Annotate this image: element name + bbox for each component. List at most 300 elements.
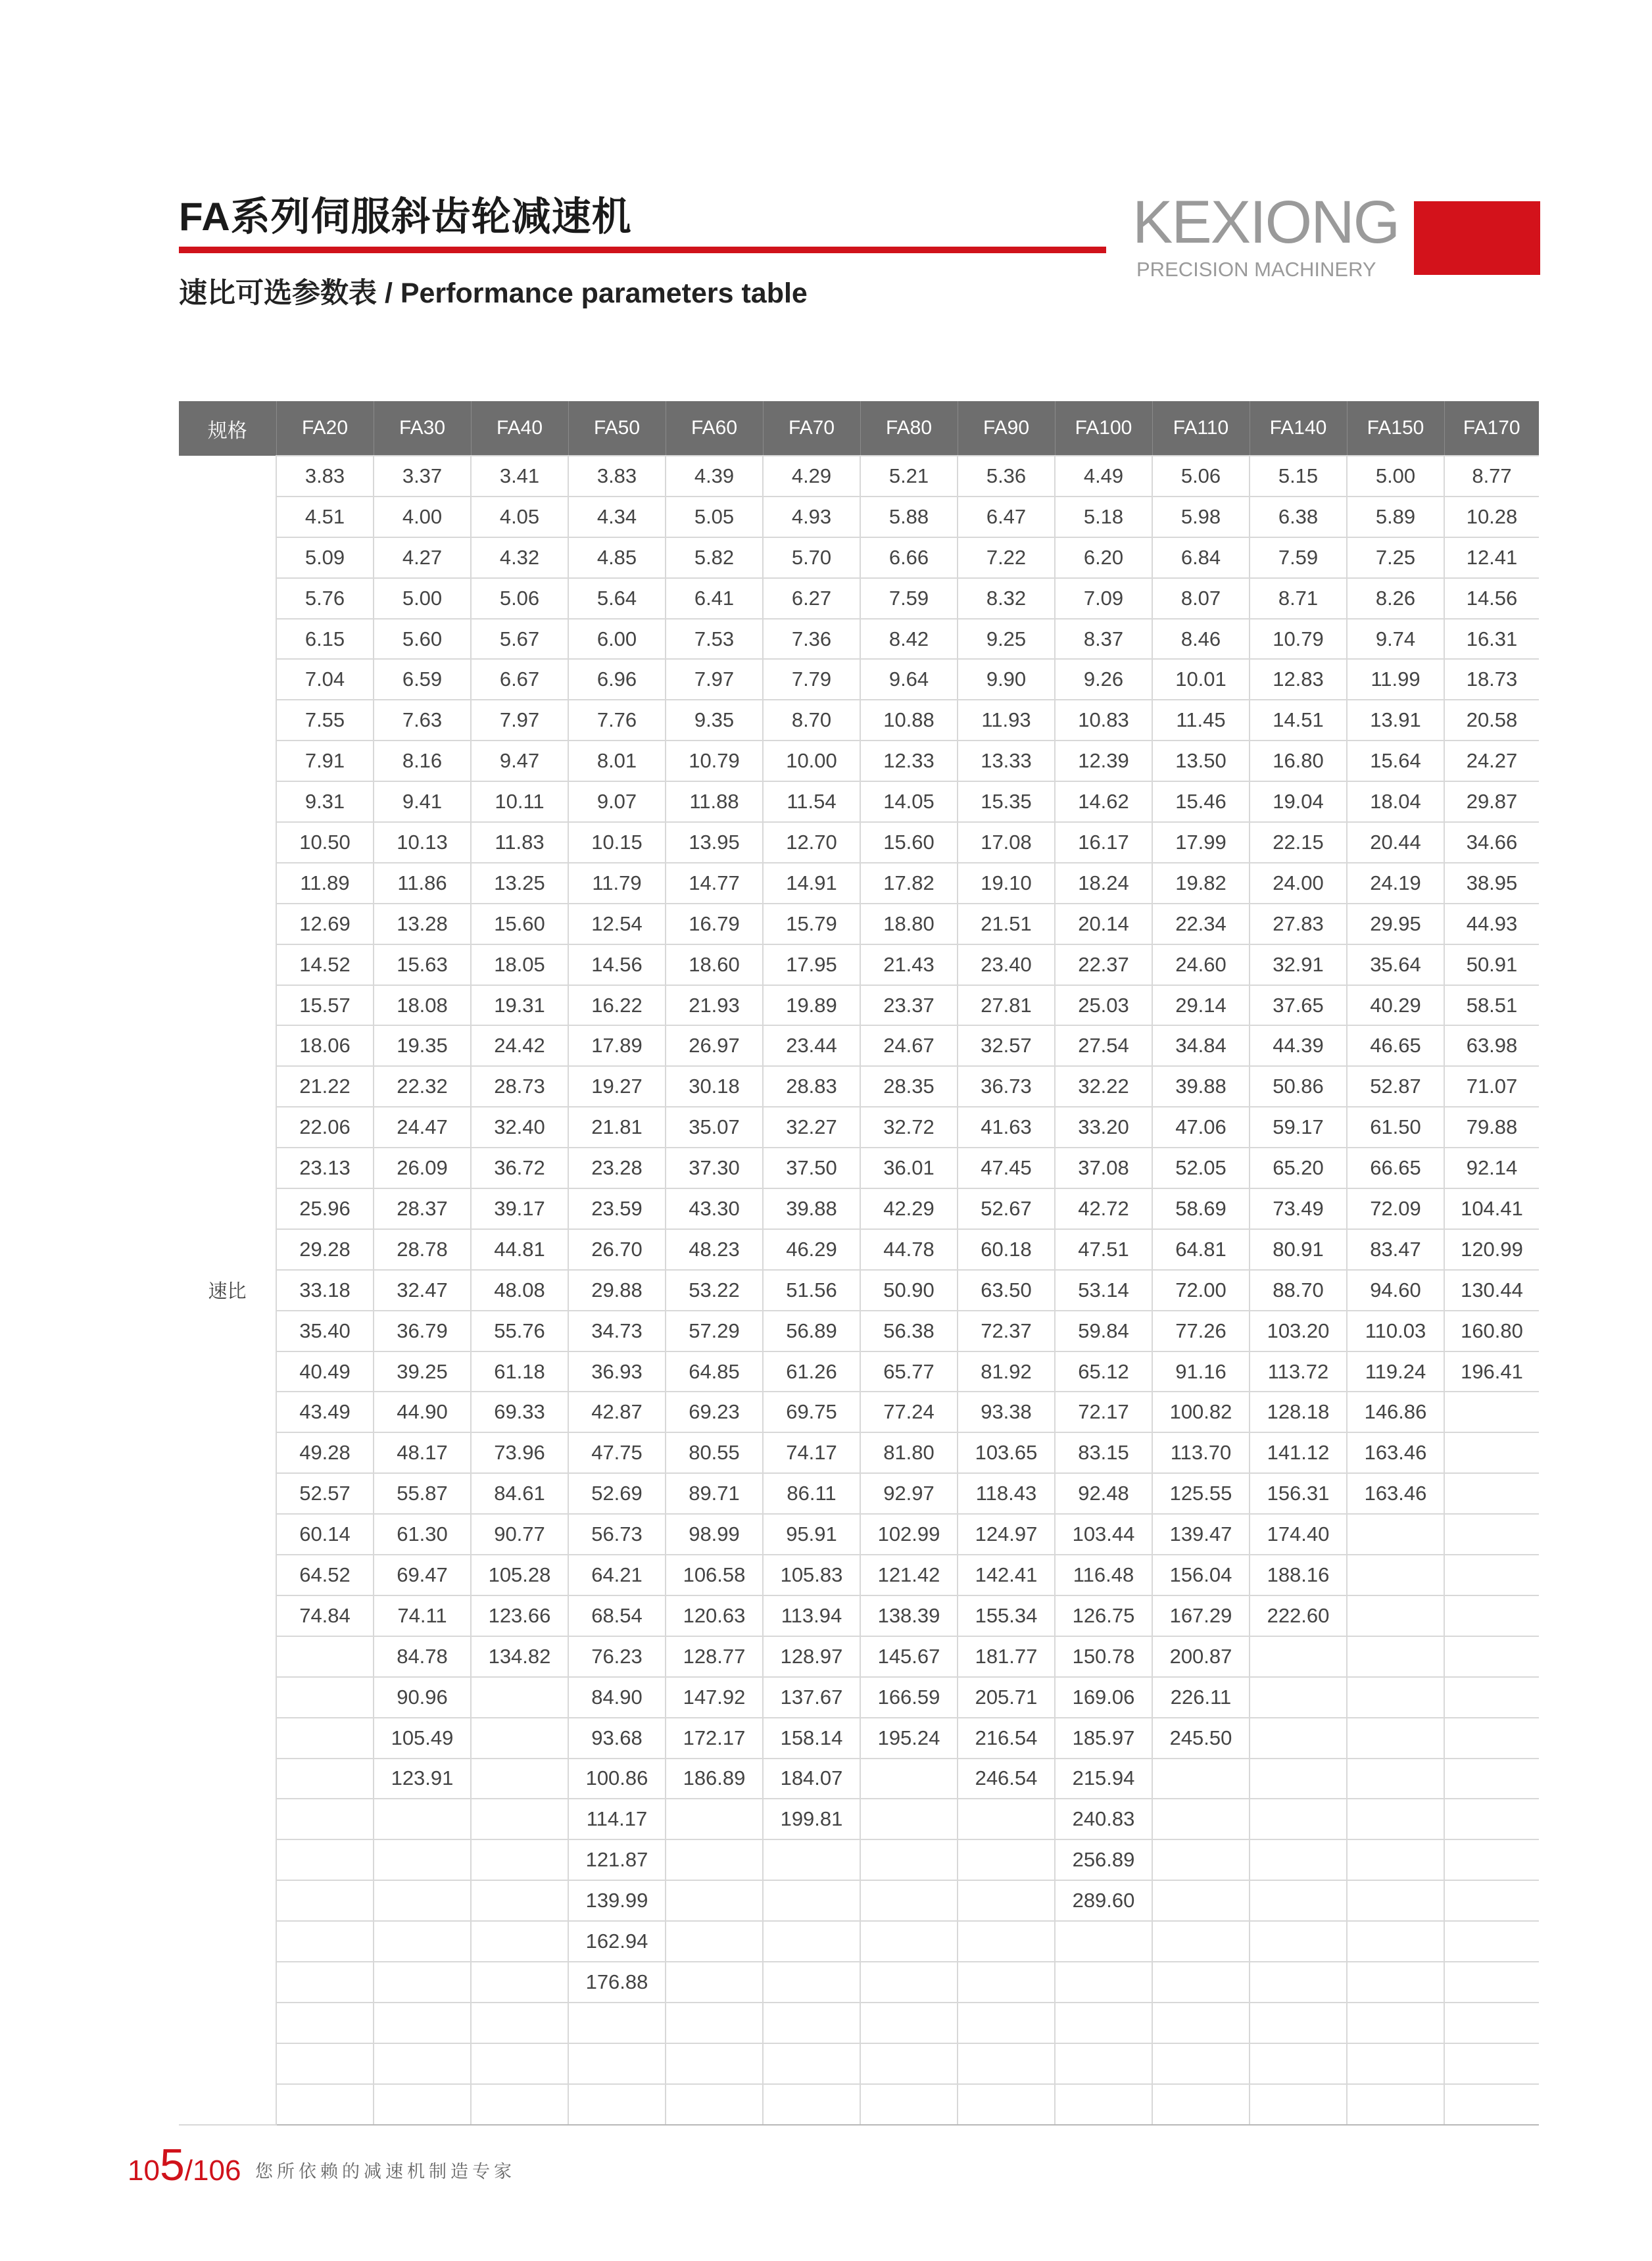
ratio-cell: 8.16 — [374, 741, 471, 781]
ratio-cell: 13.25 — [471, 863, 568, 904]
ratio-cell: 61.30 — [374, 1514, 471, 1555]
ratio-cell: 61.18 — [471, 1351, 568, 1392]
ratio-cell: 13.95 — [666, 822, 763, 863]
ratio-cell: 123.91 — [374, 1759, 471, 1799]
ratio-cell: 18.08 — [374, 985, 471, 1026]
ratio-cell: 22.32 — [374, 1066, 471, 1107]
ratio-cell: 14.62 — [1055, 781, 1152, 822]
ratio-cell: 7.04 — [276, 659, 374, 700]
ratio-cell: 162.94 — [568, 1921, 666, 1962]
table-row — [179, 1962, 1539, 2003]
ratio-cell: 59.84 — [1055, 1311, 1152, 1351]
table-row — [179, 1148, 1539, 1188]
ratio-cell: 29.28 — [276, 1229, 374, 1270]
ratio-cell — [1250, 1799, 1347, 1839]
ratio-cell — [1250, 1718, 1347, 1759]
ratio-cell: 58.51 — [1444, 985, 1539, 1026]
ratio-cell: 61.50 — [1347, 1107, 1444, 1148]
table-row — [179, 1270, 1539, 1311]
ratio-cell: 146.86 — [1347, 1392, 1444, 1432]
model-header-fa140: FA140 — [1250, 401, 1347, 456]
ratio-cell: 36.01 — [860, 1148, 958, 1188]
ratio-cell: 72.17 — [1055, 1392, 1152, 1432]
ratio-cell: 256.89 — [1055, 1839, 1152, 1880]
ratio-cell: 4.49 — [1055, 456, 1152, 497]
ratio-cell: 17.95 — [763, 944, 860, 985]
ratio-cell: 37.08 — [1055, 1148, 1152, 1188]
ratio-cell: 104.41 — [1444, 1188, 1539, 1229]
ratio-cell: 93.38 — [958, 1392, 1055, 1432]
ratio-cell: 36.73 — [958, 1066, 1055, 1107]
ratio-cell: 6.96 — [568, 659, 666, 700]
ratio-cell — [958, 1962, 1055, 2003]
table-row — [179, 537, 1539, 578]
ratio-cell: 79.88 — [1444, 1107, 1539, 1148]
ratio-cell — [1347, 1514, 1444, 1555]
ratio-cell — [374, 1799, 471, 1839]
ratio-cell: 11.54 — [763, 781, 860, 822]
ratio-cell: 23.59 — [568, 1188, 666, 1229]
ratio-cell: 32.72 — [860, 1107, 958, 1148]
ratio-cell: 7.55 — [276, 700, 374, 741]
ratio-cell: 100.82 — [1152, 1392, 1250, 1432]
ratio-cell — [568, 2043, 666, 2084]
ratio-cell: 35.07 — [666, 1107, 763, 1148]
ratio-cell: 3.41 — [471, 456, 568, 497]
ratio-cell — [1250, 1880, 1347, 1921]
ratio-cell: 50.91 — [1444, 944, 1539, 985]
ratio-cell — [860, 1839, 958, 1880]
ratio-cell: 32.47 — [374, 1270, 471, 1311]
ratio-cell — [1347, 1677, 1444, 1718]
ratio-cell — [1347, 1921, 1444, 1962]
ratio-cell — [1444, 2043, 1539, 2084]
ratio-cell: 92.14 — [1444, 1148, 1539, 1188]
table-row — [179, 781, 1539, 822]
ratio-cell: 9.31 — [276, 781, 374, 822]
table-row — [179, 1839, 1539, 1880]
ratio-cell: 14.77 — [666, 863, 763, 904]
ratio-cell: 29.87 — [1444, 781, 1539, 822]
ratio-cell — [1152, 1962, 1250, 2003]
ratio-cell: 113.70 — [1152, 1432, 1250, 1473]
ratio-cell: 163.46 — [1347, 1473, 1444, 1514]
table-row — [179, 944, 1539, 985]
ratio-cell: 24.60 — [1152, 944, 1250, 985]
ratio-cell: 174.40 — [1250, 1514, 1347, 1555]
ratio-cell: 6.41 — [666, 578, 763, 619]
brand-logo-text: KEXIONG — [1132, 189, 1399, 256]
ratio-cell — [958, 1921, 1055, 1962]
ratio-cell: 10.00 — [763, 741, 860, 781]
ratio-cell — [1444, 1880, 1539, 1921]
ratio-cell — [471, 1921, 568, 1962]
ratio-cell: 69.33 — [471, 1392, 568, 1432]
ratio-cell: 7.09 — [1055, 578, 1152, 619]
ratio-cell: 56.73 — [568, 1514, 666, 1555]
ratio-cell — [1250, 1962, 1347, 2003]
ratio-cell: 8.77 — [1444, 456, 1539, 497]
ratio-cell — [1250, 2003, 1347, 2043]
model-header-fa60: FA60 — [666, 401, 763, 456]
ratio-cell: 53.14 — [1055, 1270, 1152, 1311]
ratio-cell: 9.90 — [958, 659, 1055, 700]
ratio-cell: 8.46 — [1152, 619, 1250, 660]
ratio-cell: 4.00 — [374, 497, 471, 537]
ratio-cell: 46.29 — [763, 1229, 860, 1270]
ratio-cell: 13.50 — [1152, 741, 1250, 781]
ratio-cell: 5.89 — [1347, 497, 1444, 537]
ratio-cell: 44.39 — [1250, 1025, 1347, 1066]
ratio-cell: 17.82 — [860, 863, 958, 904]
ratio-cell: 13.91 — [1347, 700, 1444, 741]
ratio-cell — [958, 1880, 1055, 1921]
ratio-cell — [276, 1921, 374, 1962]
ratio-cell: 8.71 — [1250, 578, 1347, 619]
ratio-cell: 40.49 — [276, 1351, 374, 1392]
ratio-cell: 5.76 — [276, 578, 374, 619]
ratio-cell: 81.92 — [958, 1351, 1055, 1392]
ratio-cell: 60.18 — [958, 1229, 1055, 1270]
table-body — [179, 456, 1539, 2125]
ratio-cell: 11.88 — [666, 781, 763, 822]
ratio-cell: 7.36 — [763, 619, 860, 660]
ratio-cell: 52.87 — [1347, 1066, 1444, 1107]
ratio-cell — [1444, 1962, 1539, 2003]
ratio-cell: 5.98 — [1152, 497, 1250, 537]
ratio-cell: 205.71 — [958, 1677, 1055, 1718]
ratio-cell — [1152, 1759, 1250, 1799]
ratio-cell — [1444, 1555, 1539, 1595]
ratio-cell: 240.83 — [1055, 1799, 1152, 1839]
ratio-cell: 113.94 — [763, 1595, 860, 1636]
ratio-cell: 74.17 — [763, 1432, 860, 1473]
ratio-cell: 38.95 — [1444, 863, 1539, 904]
ratio-cell: 4.51 — [276, 497, 374, 537]
ratio-cell — [666, 2003, 763, 2043]
ratio-cell: 15.64 — [1347, 741, 1444, 781]
ratio-cell: 215.94 — [1055, 1759, 1152, 1799]
page-subtitle: 速比可选参数表 / Performance parameters table — [179, 278, 808, 309]
table-row — [179, 1432, 1539, 1473]
table-row — [179, 497, 1539, 537]
ratio-cell: 12.33 — [860, 741, 958, 781]
ratio-cell: 5.70 — [763, 537, 860, 578]
ratio-cell: 28.83 — [763, 1066, 860, 1107]
ratio-cell: 7.25 — [1347, 537, 1444, 578]
ratio-cell — [1444, 1759, 1539, 1799]
ratio-cell: 155.34 — [958, 1595, 1055, 1636]
ratio-cell: 11.45 — [1152, 700, 1250, 741]
ratio-cell — [1250, 1839, 1347, 1880]
ratio-cell: 19.82 — [1152, 863, 1250, 904]
table-header — [179, 401, 1539, 456]
ratio-cell: 10.79 — [1250, 619, 1347, 660]
ratio-cell — [1444, 1921, 1539, 1962]
ratio-cell: 84.61 — [471, 1473, 568, 1514]
ratio-cell — [471, 2084, 568, 2125]
ratio-cell — [1444, 1636, 1539, 1677]
ratio-cell: 14.52 — [276, 944, 374, 985]
ratio-cell — [763, 1880, 860, 1921]
ratio-cell: 27.81 — [958, 985, 1055, 1026]
table-row — [179, 456, 1539, 497]
ratio-cell: 81.80 — [860, 1432, 958, 1473]
ratio-cell: 24.00 — [1250, 863, 1347, 904]
ratio-cell: 15.79 — [763, 904, 860, 944]
ratio-cell: 80.91 — [1250, 1229, 1347, 1270]
ratio-cell: 9.41 — [374, 781, 471, 822]
ratio-cell: 13.33 — [958, 741, 1055, 781]
ratio-cell: 113.72 — [1250, 1351, 1347, 1392]
ratio-cell: 94.60 — [1347, 1270, 1444, 1311]
ratio-cell — [374, 1839, 471, 1880]
ratio-cell: 118.43 — [958, 1473, 1055, 1514]
ratio-cell: 28.78 — [374, 1229, 471, 1270]
ratio-cell: 121.87 — [568, 1839, 666, 1880]
ratio-cell: 9.35 — [666, 700, 763, 741]
ratio-cell: 91.16 — [1152, 1351, 1250, 1392]
ratio-cell: 6.27 — [763, 578, 860, 619]
ratio-cell: 166.59 — [860, 1677, 958, 1718]
ratio-cell — [1152, 2043, 1250, 2084]
ratio-cell: 5.00 — [1347, 456, 1444, 497]
ratio-cell — [1152, 1880, 1250, 1921]
table-row — [179, 1718, 1539, 1759]
ratio-cell: 105.83 — [763, 1555, 860, 1595]
ratio-cell: 7.79 — [763, 659, 860, 700]
ratio-cell — [471, 1962, 568, 2003]
ratio-cell: 8.07 — [1152, 578, 1250, 619]
ratio-cell — [860, 2003, 958, 2043]
ratio-cell: 68.54 — [568, 1595, 666, 1636]
ratio-cell: 37.30 — [666, 1148, 763, 1188]
ratio-cell: 156.04 — [1152, 1555, 1250, 1595]
ratio-cell — [1444, 1799, 1539, 1839]
ratio-cell: 125.55 — [1152, 1473, 1250, 1514]
ratio-cell: 246.54 — [958, 1759, 1055, 1799]
ratio-cell: 35.64 — [1347, 944, 1444, 985]
ratio-cell — [1347, 1636, 1444, 1677]
ratio-cell — [1347, 2084, 1444, 2125]
ratio-cell: 23.37 — [860, 985, 958, 1026]
ratio-cell: 36.79 — [374, 1311, 471, 1351]
ratio-cell: 92.97 — [860, 1473, 958, 1514]
ratio-cell: 10.01 — [1152, 659, 1250, 700]
ratio-cell — [1152, 2003, 1250, 2043]
ratio-cell: 26.09 — [374, 1148, 471, 1188]
ratio-cell: 20.44 — [1347, 822, 1444, 863]
ratio-cell: 160.80 — [1444, 1311, 1539, 1351]
ratio-cell — [860, 1921, 958, 1962]
ratio-cell: 33.20 — [1055, 1107, 1152, 1148]
table-row — [179, 700, 1539, 741]
ratio-cell: 163.46 — [1347, 1432, 1444, 1473]
ratio-cell: 56.38 — [860, 1311, 958, 1351]
ratio-cell: 21.22 — [276, 1066, 374, 1107]
ratio-cell: 103.44 — [1055, 1514, 1152, 1555]
ratio-cell: 14.05 — [860, 781, 958, 822]
ratio-cell: 48.23 — [666, 1229, 763, 1270]
ratio-cell — [471, 2043, 568, 2084]
ratio-cell: 14.56 — [568, 944, 666, 985]
ratio-cell — [374, 1921, 471, 1962]
ratio-cell: 64.21 — [568, 1555, 666, 1595]
ratio-cell: 18.73 — [1444, 659, 1539, 700]
ratio-cell: 156.31 — [1250, 1473, 1347, 1514]
ratio-cell — [1444, 1473, 1539, 1514]
ratio-cell — [666, 2043, 763, 2084]
table-row — [179, 741, 1539, 781]
ratio-cell — [1347, 1718, 1444, 1759]
ratio-cell: 76.23 — [568, 1636, 666, 1677]
ratio-cell: 18.80 — [860, 904, 958, 944]
ratio-cell: 128.77 — [666, 1636, 763, 1677]
table-row — [179, 1066, 1539, 1107]
ratio-cell: 185.97 — [1055, 1718, 1152, 1759]
ratio-cell: 130.44 — [1444, 1270, 1539, 1311]
ratio-cell: 19.10 — [958, 863, 1055, 904]
ratio-cell: 138.39 — [860, 1595, 958, 1636]
ratio-cell: 73.49 — [1250, 1188, 1347, 1229]
table-row — [179, 985, 1539, 1026]
ratio-cell: 7.53 — [666, 619, 763, 660]
ratio-cell: 32.40 — [471, 1107, 568, 1148]
ratio-cell: 5.36 — [958, 456, 1055, 497]
ratio-cell: 11.83 — [471, 822, 568, 863]
ratio-cell: 169.06 — [1055, 1677, 1152, 1718]
table-row — [179, 1107, 1539, 1148]
ratio-cell: 10.13 — [374, 822, 471, 863]
ratio-cell: 139.47 — [1152, 1514, 1250, 1555]
ratio-cell: 32.27 — [763, 1107, 860, 1148]
ratio-cell: 7.59 — [1250, 537, 1347, 578]
brand-red-block — [1414, 201, 1540, 275]
ratio-cell: 39.17 — [471, 1188, 568, 1229]
ratio-cell — [860, 1799, 958, 1839]
ratio-cell: 7.63 — [374, 700, 471, 741]
ratio-cell: 7.76 — [568, 700, 666, 741]
ratio-cell: 18.24 — [1055, 863, 1152, 904]
ratio-cell: 13.28 — [374, 904, 471, 944]
model-header-fa50: FA50 — [568, 401, 666, 456]
ratio-cell — [1055, 2084, 1152, 2125]
ratio-cell — [1347, 1962, 1444, 2003]
ratio-cell — [1152, 2084, 1250, 2125]
ratio-cell: 8.70 — [763, 700, 860, 741]
ratio-cell: 47.06 — [1152, 1107, 1250, 1148]
ratio-cell: 42.72 — [1055, 1188, 1152, 1229]
ratio-cell: 17.99 — [1152, 822, 1250, 863]
ratio-cell: 80.55 — [666, 1432, 763, 1473]
ratio-cell: 86.11 — [763, 1473, 860, 1514]
ratio-cell: 11.86 — [374, 863, 471, 904]
ratio-cell — [374, 2084, 471, 2125]
ratio-cell: 5.60 — [374, 619, 471, 660]
ratio-cell: 126.75 — [1055, 1595, 1152, 1636]
ratio-cell: 3.37 — [374, 456, 471, 497]
ratio-cell: 64.52 — [276, 1555, 374, 1595]
ratio-cell: 88.70 — [1250, 1270, 1347, 1311]
ratio-cell: 95.91 — [763, 1514, 860, 1555]
ratio-cell: 65.12 — [1055, 1351, 1152, 1392]
ratio-cell: 18.60 — [666, 944, 763, 985]
ratio-cell: 5.09 — [276, 537, 374, 578]
ratio-cell: 72.37 — [958, 1311, 1055, 1351]
ratio-cell: 25.03 — [1055, 985, 1152, 1026]
table-row — [179, 1595, 1539, 1636]
ratio-cell: 10.15 — [568, 822, 666, 863]
ratio-cell: 48.08 — [471, 1270, 568, 1311]
ratio-cell — [471, 2003, 568, 2043]
ratio-cell: 6.15 — [276, 619, 374, 660]
ratio-cell — [1444, 2003, 1539, 2043]
ratio-cell: 116.48 — [1055, 1555, 1152, 1595]
ratio-cell — [471, 1677, 568, 1718]
ratio-cell: 119.24 — [1347, 1351, 1444, 1392]
ratio-cell: 69.23 — [666, 1392, 763, 1432]
ratio-cell — [1152, 1921, 1250, 1962]
ratio-cell: 19.04 — [1250, 781, 1347, 822]
ratio-cell: 8.42 — [860, 619, 958, 660]
ratio-cell: 17.08 — [958, 822, 1055, 863]
ratio-cell: 39.25 — [374, 1351, 471, 1392]
ratio-cell: 20.58 — [1444, 700, 1539, 741]
ratio-cell: 22.15 — [1250, 822, 1347, 863]
ratio-cell — [1444, 1432, 1539, 1473]
ratio-cell: 222.60 — [1250, 1595, 1347, 1636]
ratio-cell: 89.71 — [666, 1473, 763, 1514]
ratio-cell: 27.83 — [1250, 904, 1347, 944]
ratio-cell: 8.37 — [1055, 619, 1152, 660]
table-row — [179, 1392, 1539, 1432]
ratio-cell: 17.89 — [568, 1025, 666, 1066]
table-row — [179, 1555, 1539, 1595]
ratio-cell — [1250, 2043, 1347, 2084]
ratio-cell: 32.91 — [1250, 944, 1347, 985]
ratio-cell: 10.88 — [860, 700, 958, 741]
ratio-cell: 14.51 — [1250, 700, 1347, 741]
ratio-cell: 92.48 — [1055, 1473, 1152, 1514]
ratio-cell: 27.54 — [1055, 1025, 1152, 1066]
ratio-cell: 150.78 — [1055, 1636, 1152, 1677]
ratio-cell: 15.35 — [958, 781, 1055, 822]
ratio-cell — [276, 1677, 374, 1718]
ratio-cell — [1347, 1839, 1444, 1880]
ratio-cell — [471, 1759, 568, 1799]
ratio-cell: 46.65 — [1347, 1025, 1444, 1066]
ratio-cell: 51.56 — [763, 1270, 860, 1311]
ratio-cell: 103.65 — [958, 1432, 1055, 1473]
ratio-cell: 43.49 — [276, 1392, 374, 1432]
model-header-fa30: FA30 — [374, 401, 471, 456]
ratio-cell: 5.88 — [860, 497, 958, 537]
ratio-cell: 114.17 — [568, 1799, 666, 1839]
ratio-cell: 72.00 — [1152, 1270, 1250, 1311]
ratio-cell: 64.85 — [666, 1351, 763, 1392]
ratio-cell: 188.16 — [1250, 1555, 1347, 1595]
spec-header-cell: 规格 — [179, 401, 276, 456]
ratio-cell — [1444, 2084, 1539, 2125]
ratio-cell: 4.39 — [666, 456, 763, 497]
ratio-cell: 28.37 — [374, 1188, 471, 1229]
ratio-cell: 4.85 — [568, 537, 666, 578]
ratio-cell: 9.74 — [1347, 619, 1444, 660]
ratio-cell: 93.68 — [568, 1718, 666, 1759]
ratio-cell: 84.90 — [568, 1677, 666, 1718]
ratio-cell: 22.34 — [1152, 904, 1250, 944]
page-number-total: /106 — [184, 2154, 241, 2187]
